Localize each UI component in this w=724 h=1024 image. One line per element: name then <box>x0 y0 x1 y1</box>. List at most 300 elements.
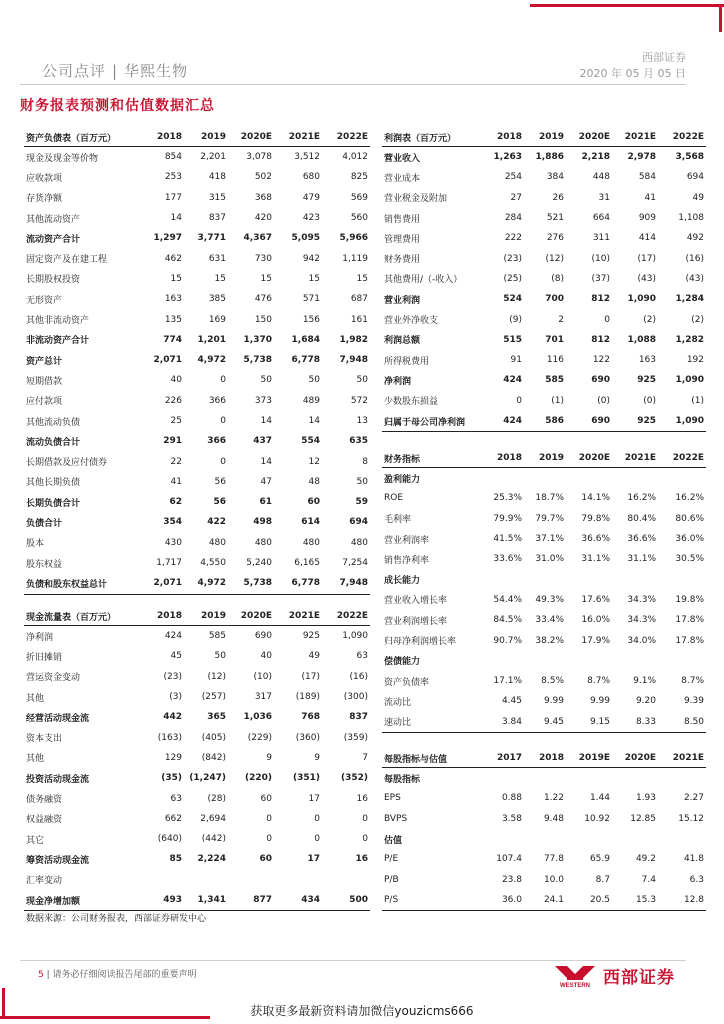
row-value: (28) <box>207 793 226 804</box>
row-value: 631 <box>208 253 226 264</box>
row-value: (2) <box>691 314 704 325</box>
row-value: (2) <box>643 314 656 325</box>
row-value: 9.15 <box>566 712 612 733</box>
row-value: 19.8% <box>675 594 704 605</box>
row-value: 585 <box>208 631 226 642</box>
row-value: 33.4% <box>535 615 564 626</box>
row-value: 9 <box>314 752 320 763</box>
table-row <box>382 869 706 889</box>
balance-sheet-table <box>24 128 370 595</box>
table-row <box>382 391 706 411</box>
row-value: 16 <box>356 793 368 804</box>
table-row <box>24 370 370 390</box>
row-value <box>274 870 322 890</box>
row-value: 498 <box>253 517 272 528</box>
row-value: 524 <box>503 294 522 305</box>
row-value: 492 <box>686 233 704 244</box>
row-value <box>566 651 612 671</box>
row-value: 1,684 <box>291 334 320 345</box>
bottom-note: 获取更多最新资料请加微信youzicms666 <box>250 1004 474 1018</box>
row-label: 其它 <box>26 835 45 846</box>
column-header: 2019E <box>566 749 612 768</box>
row-value: 61 <box>259 497 272 508</box>
table-row <box>24 391 370 411</box>
row-value: (10) <box>253 671 272 682</box>
row-label: 现金净增加额 <box>24 890 136 911</box>
row-value: 1,341 <box>184 890 228 911</box>
row-value: (43) <box>637 273 656 284</box>
row-label: 负债和股东权益总计 <box>24 573 136 594</box>
row-value: 480 <box>254 537 272 548</box>
table-row <box>382 248 706 268</box>
row-value: 690 <box>254 631 272 642</box>
row-value: 0 <box>266 834 272 845</box>
row-value: 4,367 <box>243 233 272 244</box>
row-value: 25 <box>170 416 182 426</box>
section-title: 财务报表预测和估值数据汇总 <box>20 98 215 114</box>
row-value: 31.0% <box>535 554 564 565</box>
row-value <box>658 829 706 849</box>
row-value <box>482 651 524 671</box>
row-value: 41.5% <box>493 534 522 545</box>
row-value: 424 <box>164 631 182 642</box>
row-value: (12) <box>207 671 226 682</box>
disclaimer-text: 请务必仔细阅读报告尾部的重要声明 <box>52 970 197 980</box>
table-row <box>382 788 706 808</box>
row-value: 3,568 <box>675 152 704 163</box>
row-value <box>482 569 524 589</box>
row-value: (352) <box>340 773 368 784</box>
column-header: 2019 <box>184 128 228 147</box>
row-label: 少数股东损益 <box>384 397 439 408</box>
row-label: 营业收入增长率 <box>384 596 448 607</box>
row-value: 701 <box>545 334 564 345</box>
row-value: 925 <box>637 375 656 386</box>
row-value: 8.7% <box>587 676 610 687</box>
row-value: 16.2% <box>675 493 704 504</box>
row-value: (163) <box>157 732 182 743</box>
row-label: EPS <box>384 793 401 804</box>
row-value: 7,948 <box>322 573 370 594</box>
row-value: 17.9% <box>581 635 610 646</box>
row-value: 774 <box>163 334 182 345</box>
row-value: 2,071 <box>136 573 184 594</box>
row-label: 销售费用 <box>384 214 421 225</box>
row-value: 5,738 <box>228 573 274 594</box>
table-row <box>24 147 370 168</box>
row-value: 15.12 <box>678 813 704 824</box>
row-value: 500 <box>322 890 370 911</box>
row-label: 其他流动负债 <box>26 417 81 428</box>
table-row <box>24 687 370 707</box>
row-value: 7,254 <box>342 558 368 569</box>
row-value: 0 <box>516 395 522 406</box>
row-value: 14 <box>170 213 182 224</box>
row-value: 586 <box>524 411 566 432</box>
row-value: 430 <box>164 537 182 548</box>
row-value: 434 <box>274 890 322 911</box>
row-label: 成长能力 <box>384 576 421 587</box>
report-meta <box>580 50 686 82</box>
row-value <box>566 569 612 589</box>
table-row <box>382 167 706 187</box>
row-value: 56 <box>214 476 226 487</box>
row-label: 资本支出 <box>26 734 63 745</box>
row-value: 6,778 <box>291 355 320 366</box>
row-value: 7.4 <box>641 874 656 885</box>
column-header: 2022E <box>658 449 706 468</box>
table-row <box>24 809 370 829</box>
row-value: 554 <box>301 436 320 447</box>
row-value: 31 <box>598 192 610 203</box>
row-value: 4,972 <box>184 573 228 594</box>
table-row <box>24 768 370 788</box>
row-value: (12) <box>545 253 564 264</box>
row-value <box>482 468 524 489</box>
row-value: 22 <box>170 456 182 467</box>
table-row <box>382 712 706 733</box>
table-row <box>24 727 370 747</box>
column-header: 2021E <box>658 749 706 768</box>
row-value: (8) <box>551 273 564 284</box>
row-value: 26 <box>552 192 564 203</box>
row-value: 31.1% <box>581 554 610 565</box>
row-label: 其他 <box>26 693 45 704</box>
row-value: 694 <box>686 172 704 183</box>
row-value: 0 <box>266 813 272 824</box>
row-value: 1,297 <box>153 233 182 244</box>
row-value: (17) <box>301 671 320 682</box>
row-value: 12.85 <box>630 813 656 824</box>
row-label: 折旧摊销 <box>26 652 63 663</box>
table-row <box>382 829 706 849</box>
row-value <box>566 829 612 849</box>
row-label: 债务融资 <box>26 795 63 806</box>
row-value <box>184 870 228 890</box>
row-value: 1,263 <box>493 152 522 163</box>
row-value: 2,201 <box>200 152 226 163</box>
table-row <box>24 667 370 687</box>
row-value: 0.88 <box>501 793 522 804</box>
table-row <box>382 890 706 911</box>
row-value: 9.48 <box>543 813 564 824</box>
row-value: 50 <box>356 476 368 487</box>
broker-name: 西部证券 <box>642 51 686 64</box>
row-value: 480 <box>208 537 226 548</box>
row-value: (3) <box>169 692 182 703</box>
table-header-row <box>24 607 370 626</box>
row-value: 1,090 <box>342 631 368 642</box>
table-title-cell: 资产负债表（百万元） <box>24 128 136 147</box>
row-value: 65.9 <box>589 854 610 865</box>
row-value: 15.3 <box>612 890 658 911</box>
column-header: 2021E <box>274 607 322 626</box>
table-row <box>24 167 370 187</box>
table-row <box>382 289 706 309</box>
row-value: 585 <box>545 375 564 386</box>
row-value: 31.1% <box>627 554 656 565</box>
column-header: 2021E <box>612 128 658 147</box>
row-value: 694 <box>349 517 368 528</box>
table-row <box>382 228 706 248</box>
row-value: 13 <box>356 416 368 426</box>
row-value: (0) <box>597 395 610 406</box>
row-value: 311 <box>592 233 610 244</box>
row-value: 837 <box>208 213 226 224</box>
table-row <box>24 626 370 647</box>
row-value: 169 <box>208 314 226 325</box>
row-value: 687 <box>350 294 368 305</box>
row-value: 9.20 <box>635 696 656 707</box>
row-value: 0 <box>314 813 320 824</box>
row-value: 515 <box>503 334 522 345</box>
row-value: 662 <box>164 813 182 824</box>
row-value: 254 <box>504 172 522 183</box>
row-value: 50 <box>308 375 320 386</box>
table-row <box>382 370 706 390</box>
row-value: 476 <box>254 294 272 305</box>
row-label: 其他费用/（-收入） <box>384 275 463 286</box>
row-value: 5,240 <box>246 558 272 569</box>
row-value: (1,247) <box>189 773 226 784</box>
row-label: 资产负债率 <box>384 677 430 688</box>
row-value: 1,886 <box>535 152 564 163</box>
row-value: (23) <box>163 671 182 682</box>
report-category: 公司点评 <box>42 62 107 80</box>
row-value: 942 <box>302 253 320 264</box>
row-value: 63 <box>170 793 182 804</box>
row-label: 投资活动现金流 <box>26 774 90 785</box>
row-value: 8.5% <box>541 676 564 687</box>
row-value: (351) <box>292 773 320 784</box>
row-label: 偿债能力 <box>384 657 421 668</box>
row-value: (16) <box>685 253 704 264</box>
table-header-row <box>24 128 370 147</box>
row-label: 存货净额 <box>26 194 63 205</box>
row-value: 49.3% <box>535 594 564 605</box>
company-logo <box>553 962 675 988</box>
row-value <box>524 768 566 789</box>
table-row <box>382 188 706 208</box>
table-row <box>24 188 370 208</box>
row-value: 1,717 <box>156 558 182 569</box>
table-row <box>24 707 370 727</box>
row-value: (37) <box>591 273 610 284</box>
row-label: 资产总计 <box>26 356 63 367</box>
row-value: 1,982 <box>339 334 368 345</box>
row-value: 17.1% <box>493 676 522 687</box>
row-value: 129 <box>164 752 182 763</box>
column-header: 2019 <box>524 128 566 147</box>
row-value: 854 <box>164 152 182 163</box>
row-value: 493 <box>136 890 184 911</box>
row-label: 每股指标 <box>384 774 421 785</box>
table-row <box>24 492 370 512</box>
row-value: 690 <box>591 375 610 386</box>
row-label: 流动负债合计 <box>26 437 81 448</box>
row-value: 664 <box>592 213 610 224</box>
row-value: (23) <box>503 253 522 264</box>
row-value: 7 <box>362 752 368 763</box>
row-label: 非流动资产合计 <box>26 336 90 347</box>
row-value: 80.6% <box>675 513 704 524</box>
table-title-cell: 利润表（百万元） <box>382 128 482 147</box>
row-value: 77.8 <box>543 854 564 865</box>
table-row <box>24 269 370 289</box>
row-value <box>566 468 612 489</box>
row-value: (9) <box>509 314 522 325</box>
row-value: 36.6% <box>627 534 656 545</box>
table-row <box>24 553 370 573</box>
row-value: (25) <box>503 273 522 284</box>
row-value: 1,090 <box>658 411 706 432</box>
row-label: 股本 <box>26 539 45 550</box>
row-label: 管理费用 <box>384 234 421 245</box>
row-value: 49 <box>308 651 320 662</box>
row-value: 80.4% <box>627 513 656 524</box>
row-value: 480 <box>350 537 368 548</box>
row-label: 无形资产 <box>26 295 63 306</box>
page-number: 5 <box>38 970 44 980</box>
row-label: 归母净利润增长率 <box>384 637 457 648</box>
row-label: P/S <box>382 890 482 911</box>
row-label: 盈利能力 <box>384 474 421 485</box>
row-value: 17 <box>307 854 320 865</box>
row-value: 1,088 <box>627 334 656 345</box>
row-value: 354 <box>163 517 182 528</box>
row-label: 所得税费用 <box>384 356 430 367</box>
table-row <box>382 309 706 329</box>
row-value <box>658 768 706 789</box>
row-label: P/B <box>384 874 399 885</box>
row-value: (442) <box>201 834 226 845</box>
table-row <box>382 488 706 508</box>
row-value: (17) <box>637 253 656 264</box>
row-value: 3,078 <box>246 152 272 163</box>
row-value: 0 <box>362 834 368 845</box>
row-value: 24.1 <box>524 890 566 911</box>
footer-divider: | <box>46 970 50 980</box>
row-value <box>136 870 184 890</box>
row-value: 9.1% <box>633 676 656 687</box>
table-row <box>24 350 370 370</box>
row-value: 680 <box>302 172 320 183</box>
header-divider: | <box>112 62 119 80</box>
row-value: 6.3 <box>689 874 704 885</box>
row-value: 2.27 <box>683 793 704 804</box>
row-value: 14.1% <box>581 493 610 504</box>
row-label: 营业税金及附加 <box>384 194 448 205</box>
table-row <box>382 411 706 432</box>
table-row <box>24 748 370 768</box>
row-value: 2,218 <box>581 152 610 163</box>
row-value: 54.4% <box>493 594 522 605</box>
table-title-cell: 现金流量表（百万元） <box>24 607 136 626</box>
column-header: 2020E <box>566 449 612 468</box>
row-label: 营业成本 <box>384 173 421 184</box>
row-label: 其他长期负债 <box>26 478 81 489</box>
row-value: 36.6% <box>581 534 610 545</box>
row-value: 60 <box>259 854 272 865</box>
row-label: 其他流动资产 <box>26 214 81 225</box>
row-value: 0 <box>220 375 226 386</box>
row-value: 9.45 <box>524 712 566 733</box>
row-value: 17.8% <box>675 635 704 646</box>
row-value: 1,108 <box>678 213 704 224</box>
column-header: 2018 <box>482 128 524 147</box>
row-label: 营业利润增长率 <box>384 616 448 627</box>
column-header: 2020E <box>566 128 612 147</box>
row-value: 877 <box>228 890 274 911</box>
row-value: 45 <box>170 651 182 662</box>
row-value: 925 <box>612 411 658 432</box>
row-value: 85 <box>169 854 182 865</box>
row-value: 50 <box>260 375 272 386</box>
column-header: 2017 <box>482 749 524 768</box>
row-value: 177 <box>164 192 182 203</box>
row-value <box>482 768 524 789</box>
row-value: 79.8% <box>581 513 610 524</box>
row-value <box>524 829 566 849</box>
row-value: (300) <box>343 692 368 703</box>
row-value: 27 <box>510 192 522 203</box>
table-row <box>24 829 370 849</box>
table-row <box>382 468 706 489</box>
table-row <box>24 228 370 248</box>
table-row <box>24 573 370 594</box>
row-value: 385 <box>208 294 226 305</box>
row-value: 560 <box>350 213 368 224</box>
row-value: 4.45 <box>501 696 522 707</box>
row-value: 368 <box>254 192 272 203</box>
row-value: 635 <box>349 436 368 447</box>
row-value: 23.8 <box>501 874 522 885</box>
row-value <box>482 829 524 849</box>
row-value: 63 <box>356 651 368 662</box>
row-label: 筹资活动现金流 <box>26 855 90 866</box>
row-label: 营业收入 <box>384 153 421 164</box>
row-value: 49 <box>692 192 704 203</box>
row-value: 1.22 <box>543 793 564 804</box>
row-value: 18.7% <box>535 493 564 504</box>
row-value: 8.50 <box>658 712 706 733</box>
row-value: 373 <box>254 395 272 406</box>
company-name: 华熙生物 <box>124 62 189 80</box>
row-value: 3.84 <box>482 712 524 733</box>
row-value: 12 <box>308 456 320 467</box>
row-value: 448 <box>592 172 610 183</box>
row-value: 4,012 <box>342 152 368 163</box>
row-value <box>612 829 658 849</box>
corner-decoration-top-v <box>719 4 722 32</box>
row-value: 50 <box>214 651 226 662</box>
table-row <box>382 330 706 350</box>
row-label: 现金及现金等价物 <box>26 153 99 164</box>
row-value: 5,738 <box>243 355 272 366</box>
row-label: 毛利率 <box>384 515 412 526</box>
row-value: 3,771 <box>197 233 226 244</box>
row-value: 4,972 <box>197 355 226 366</box>
row-value: 90.7% <box>493 635 522 646</box>
row-value: 16 <box>355 854 368 865</box>
row-value: 414 <box>638 233 656 244</box>
row-value: 10.92 <box>584 813 610 824</box>
row-value: 690 <box>566 411 612 432</box>
row-value: 33.6% <box>493 554 522 565</box>
row-value: (10) <box>591 253 610 264</box>
row-value: 15 <box>214 273 226 284</box>
row-value: 571 <box>302 294 320 305</box>
